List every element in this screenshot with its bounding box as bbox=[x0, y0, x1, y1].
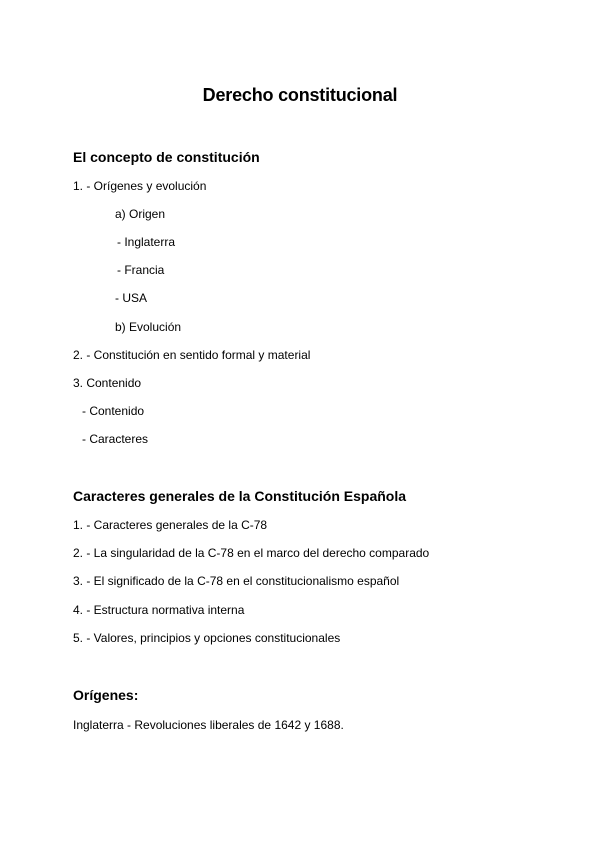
list-item: - Francia bbox=[117, 263, 165, 277]
list-item: - Caracteres bbox=[82, 432, 149, 446]
list-item: a) Origen bbox=[115, 207, 166, 221]
list-item: - USA bbox=[115, 291, 148, 305]
section-heading-origenes: Orígenes: bbox=[73, 687, 139, 703]
list-item: 2. - Constitución en sentido formal y material bbox=[73, 348, 311, 362]
list-item: 4. - Estructura normativa interna bbox=[73, 603, 245, 617]
list-item: 3. Contenido bbox=[73, 376, 142, 390]
document-title: Derecho constitucional bbox=[202, 85, 398, 105]
list-item: b) Evolución bbox=[115, 320, 182, 334]
list-item: - Contenido bbox=[82, 404, 145, 418]
list-item: 1. - Orígenes y evolución bbox=[73, 179, 207, 193]
list-item: 3. - El significado de la C-78 en el constitucionalismo español bbox=[73, 574, 400, 588]
list-item: 5. - Valores, principios y opciones constitucionales bbox=[73, 631, 341, 645]
paragraph-line: Inglaterra - Revoluciones liberales de 1642 y 1688. bbox=[73, 718, 344, 732]
list-item: 2. - La singularidad de la C-78 en el marco del derecho comparado bbox=[73, 546, 430, 560]
section-heading-concepto: El concepto de constitución bbox=[73, 149, 260, 165]
list-item: - Inglaterra bbox=[117, 235, 176, 249]
section-heading-caracteres: Caracteres generales de la Constitución Española bbox=[73, 488, 407, 504]
list-item: 1. - Caracteres generales de la C-78 bbox=[73, 518, 268, 532]
